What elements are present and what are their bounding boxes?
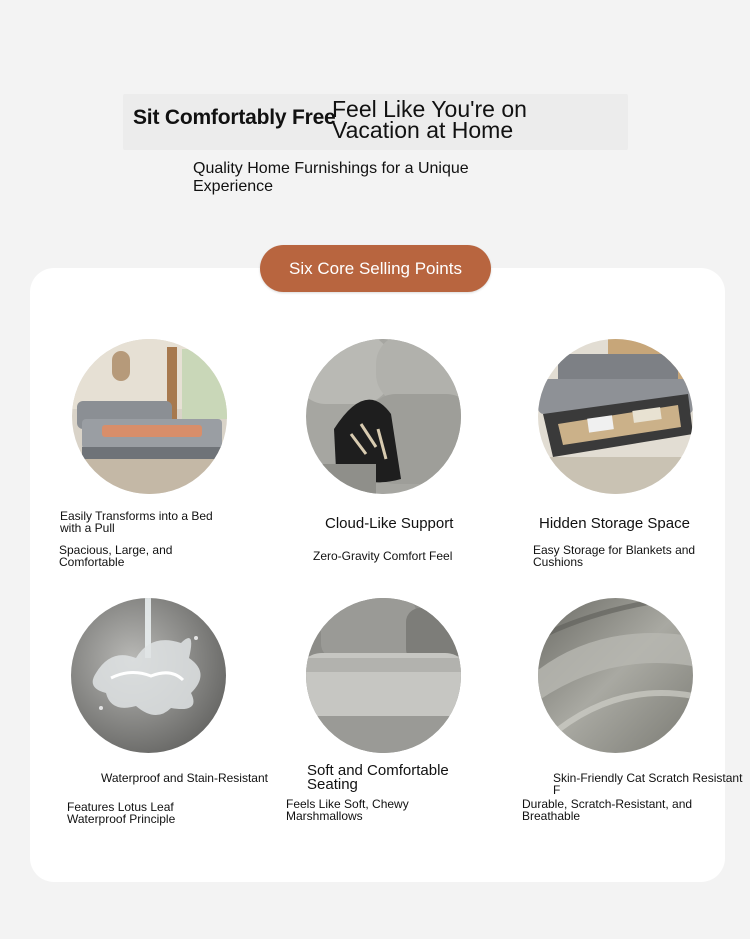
section-badge: Six Core Selling Points: [260, 245, 491, 292]
feature-4-subcaption: Features Lotus Leaf Waterproof Principle: [67, 800, 176, 826]
feature-5-title: Soft and Comfortable Seating: [307, 762, 449, 793]
feature-4-caption: Waterproof and Stain-Resistant: [101, 771, 268, 785]
feature-image-sofa-bed: [72, 339, 227, 494]
feature-image-seat-cushion: [306, 598, 461, 753]
feature-1-subcaption: Spacious, Large, and Comfortable: [59, 543, 173, 569]
feature-3-title: Hidden Storage Space: [539, 515, 690, 532]
feature-1-caption: Easily Transforms into a Bed with a Pull: [60, 509, 213, 535]
feature-2-title: Cloud-Like Support: [325, 515, 454, 532]
feature-image-cushion: [306, 339, 461, 494]
hero-title-right: Feel Like You're on Vacation at Home: [332, 96, 527, 143]
feature-image-storage: [538, 339, 693, 494]
feature-3-subcaption: Easy Storage for Blankets and Cushions: [533, 543, 696, 569]
hero-title-left: Sit Comfortably Free: [133, 106, 336, 129]
feature-2-subcaption: Zero-Gravity Comfort Feel: [313, 549, 453, 563]
feature-6-subcaption: Durable, Scratch-Resistant, and Breathable: [522, 797, 693, 823]
feature-image-leather: [538, 598, 693, 753]
feature-image-waterproof: [71, 598, 226, 753]
feature-6-caption: Skin-Friendly Cat Scratch Resistant F: [553, 771, 743, 797]
hero-subtitle: Quality Home Furnishings for a Unique Experience: [193, 160, 469, 195]
feature-5-subcaption: Feels Like Soft, Chewy Marshmallows: [286, 797, 409, 823]
